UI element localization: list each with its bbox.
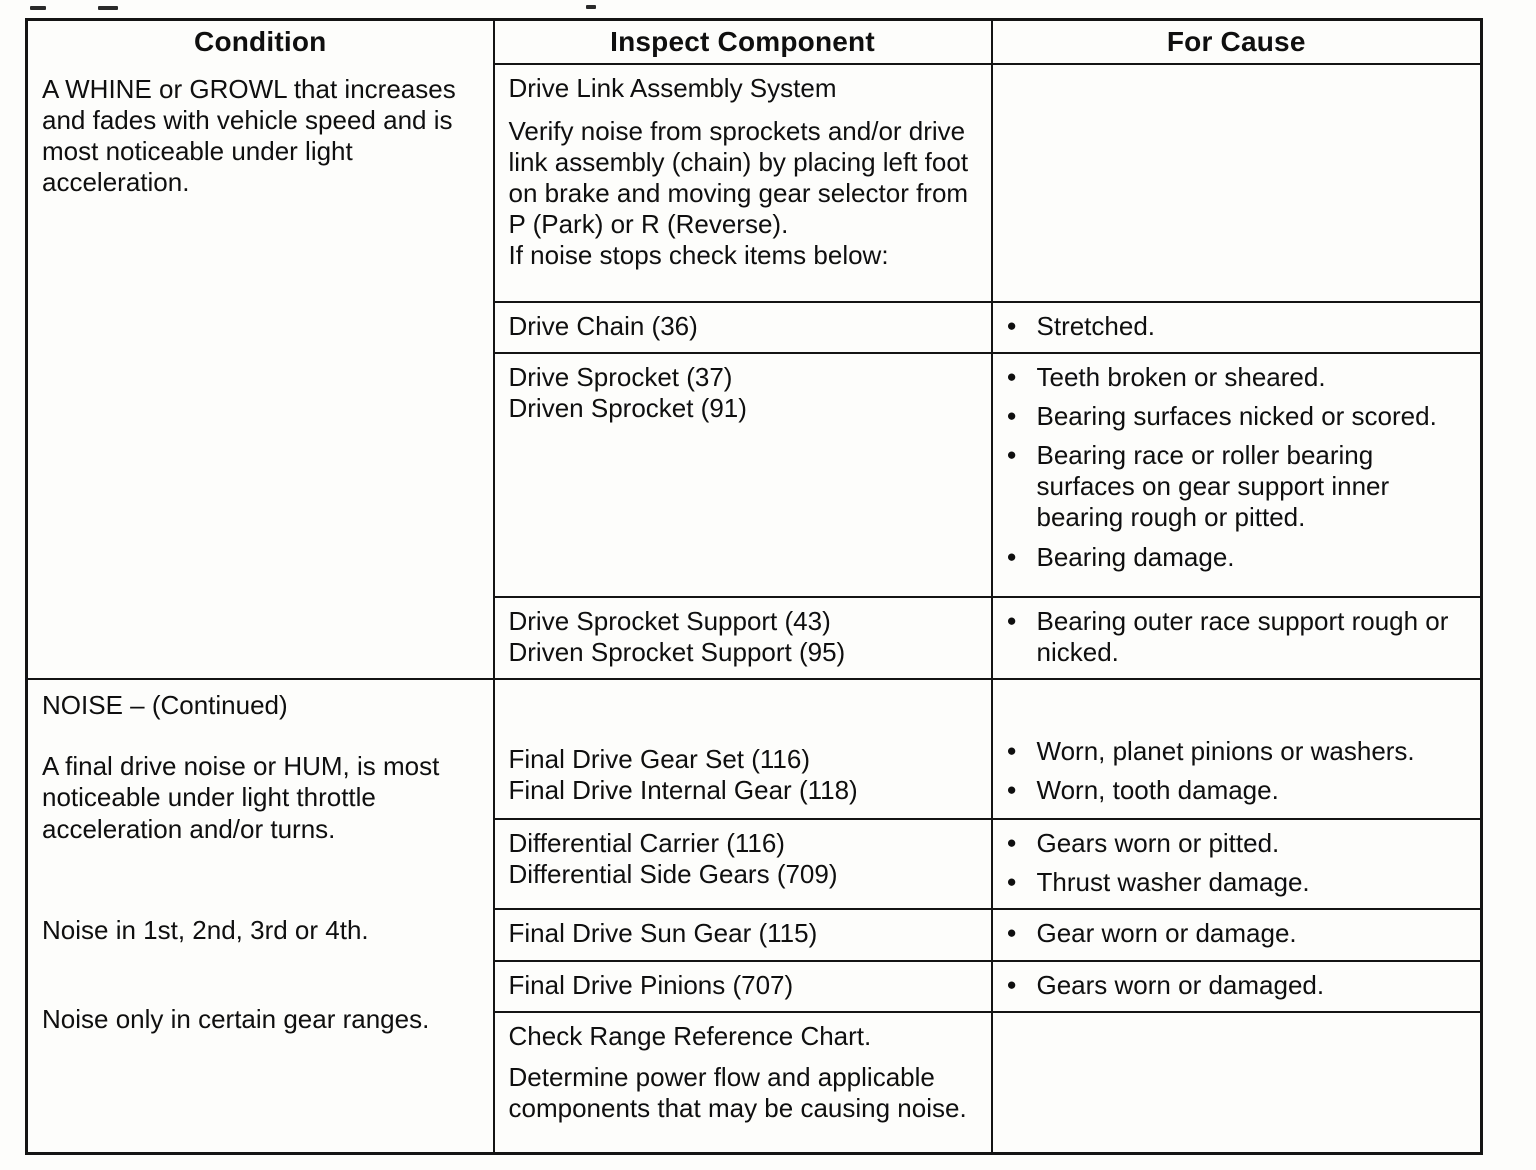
cause-text: Bearing race or roller bearing surfaces on gear support inner bearing rough or pitted. [1036,440,1390,533]
cause-text: Stretched. [1036,310,1156,341]
component-line: Final Drive Internal Gear (118) [508,774,858,805]
component-line: Check Range Reference Chart. [508,1020,872,1051]
component-line: Final Drive Gear Set (116) [508,743,811,774]
cause-cell-empty [992,1012,1482,1154]
cause-item [1007,311,1467,342]
component-cell [494,819,992,909]
component-line: Driven Sprocket Support (95) [508,636,846,667]
noise-troubleshooting-table [25,18,1483,1155]
bullet-icon: ● [1006,405,1017,425]
table-row [27,64,1482,302]
component-cell [494,64,992,302]
cause-text: Teeth broken or sheared. [1036,361,1326,392]
component-line: Final Drive Pinions (707) [508,969,794,1000]
cause-cell [992,819,1482,909]
cause-text: Worn, tooth damage. [1036,774,1279,805]
component-line: Drive Link Assembly System [508,72,837,103]
cause-item [1007,918,1467,949]
cause-text: Bearing outer race support rough or nicked. [1036,605,1449,667]
cause-cell [992,679,1482,819]
bullet-icon: ● [1006,974,1017,994]
cause-item [1007,542,1467,573]
cause-item [1007,440,1467,534]
cause-item [1007,828,1467,859]
bullet-icon: ● [1006,740,1017,760]
component-cell [494,597,992,679]
component-line: Verify noise from sprockets and/or drive link assembly (chain) by placing left foot on brake and moving gear selector from P (Park) or R (Reverse). [508,115,969,240]
bullet-icon: ● [1006,315,1017,335]
condition-cell [27,679,494,1154]
header-inspect-component: Inspect Component [494,20,992,64]
cause-item [1007,401,1467,432]
cause-text: Worn, planet pinions or washers. [1036,735,1415,766]
cause-cell [992,302,1482,353]
component-line: If noise stops check items below: [508,240,889,271]
cause-cell-empty [992,64,1482,302]
component-cell [494,961,992,1012]
bullet-icon: ● [1006,610,1017,630]
cause-cell [992,597,1482,679]
cause-item [1007,867,1467,898]
component-cell [494,679,992,819]
cause-cell [992,961,1482,1012]
component-line: Drive Chain (36) [508,310,698,341]
cause-text: Gears worn or pitted. [1036,828,1280,859]
component-line: Determine power flow and applicable components that may be causing noise. [508,1062,967,1124]
scan-artifact [30,6,46,10]
component-line: Differential Side Gears (709) [508,859,838,890]
bullet-icon: ● [1006,366,1017,386]
bullet-icon: ● [1006,872,1017,892]
bullet-icon: ● [1006,833,1017,853]
component-cell [494,353,992,597]
cause-text: Gears worn or damaged. [1036,969,1325,1000]
cause-item [1007,362,1467,393]
header-for-cause: For Cause [992,20,1482,64]
condition-paragraph: Noise in 1st, 2nd, 3rd or 4th. [42,914,369,945]
cause-item [1007,606,1467,668]
cause-text: Gear worn or damage. [1036,918,1297,949]
cause-cell [992,353,1482,597]
cause-text: Bearing surfaces nicked or scored. [1036,400,1437,431]
table-row [27,679,1482,819]
bullet-icon: ● [1006,923,1017,943]
header-condition: Condition [27,20,494,64]
scan-artifact [98,6,118,10]
component-line: Drive Sprocket Support (43) [508,605,831,636]
header-row [27,20,1482,64]
condition-paragraph: Noise only in certain gear ranges. [42,1004,430,1034]
cause-item [1007,736,1467,767]
cause-cell [992,909,1482,960]
component-cell [494,302,992,353]
condition-paragraph: NOISE – (Continued) [42,690,288,721]
section-whine-growl [27,64,1482,680]
condition-paragraph: A final drive noise or HUM, is most noticeable under light throttle acceleration and/or turns. [42,751,440,844]
section-noise-continued [27,679,1482,1154]
cause-text: Bearing damage. [1036,541,1235,572]
component-cell [494,909,992,960]
component-cell [494,1012,992,1154]
condition-cell [27,64,494,680]
cause-item [1007,970,1467,1001]
component-line: Drive Sprocket (37) [508,361,733,392]
bullet-icon: ● [1006,779,1017,799]
component-line: Driven Sprocket (91) [508,392,747,423]
component-line: Final Drive Sun Gear (115) [508,918,818,949]
bullet-icon: ● [1006,445,1017,465]
cause-text: Thrust washer damage. [1036,867,1310,898]
component-line: Differential Carrier (116) [508,828,785,859]
condition-paragraph: A WHINE or GROWL that increases and fades with vehicle speed and is most noticeable under light acceleration. [42,73,456,198]
cause-item [1007,775,1467,806]
scan-artifact [586,5,596,9]
bullet-icon: ● [1006,546,1017,566]
